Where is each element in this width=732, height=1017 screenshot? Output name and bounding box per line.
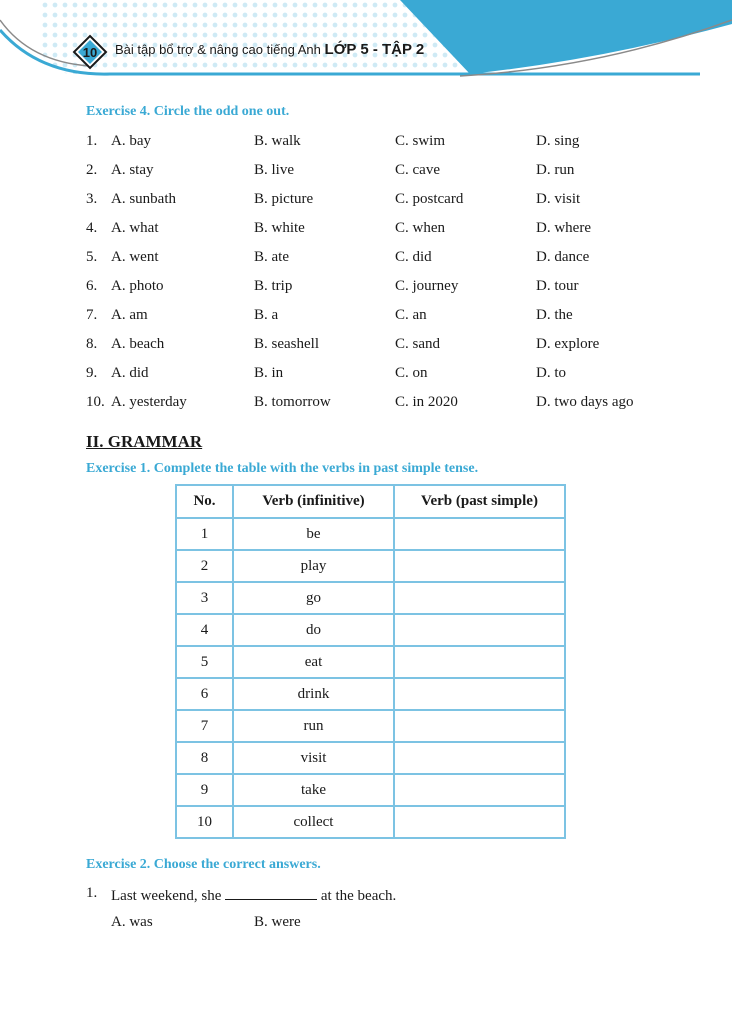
option-d[interactable]: D. run [536, 162, 575, 178]
option-d[interactable]: D. to [536, 365, 566, 381]
table-row [176, 582, 565, 614]
option-d[interactable]: D. two days ago [536, 394, 634, 410]
option-d[interactable]: D. where [536, 220, 591, 236]
cell-past-simple[interactable] [394, 550, 565, 582]
option-a[interactable]: A. sunbath [111, 191, 176, 207]
cell-infinitive: take [233, 774, 394, 806]
option-b[interactable]: B. were [254, 914, 301, 930]
table-row [176, 614, 565, 646]
option-a[interactable]: A. did [111, 365, 149, 381]
question-1-options [86, 914, 686, 936]
question-number: 10. [86, 394, 105, 410]
cell-past-simple[interactable] [394, 710, 565, 742]
table-row [176, 742, 565, 774]
option-a[interactable]: A. what [111, 220, 159, 236]
option-b[interactable]: B. tomorrow [254, 394, 331, 410]
cell-no: 6 [176, 678, 233, 710]
cell-no: 2 [176, 550, 233, 582]
table-row [176, 774, 565, 806]
question-row [86, 162, 686, 184]
cell-past-simple[interactable] [394, 742, 565, 774]
option-a[interactable]: A. beach [111, 336, 165, 352]
cell-past-simple[interactable] [394, 518, 565, 550]
option-a[interactable]: A. went [111, 249, 159, 265]
cell-past-simple[interactable] [394, 646, 565, 678]
question-number: 8. [86, 336, 98, 352]
option-a[interactable]: A. photo [111, 278, 164, 294]
question-row [86, 394, 686, 416]
table-row [176, 710, 565, 742]
option-b[interactable]: B. live [254, 162, 294, 178]
cell-infinitive: be [233, 518, 394, 550]
cell-no: 1 [176, 518, 233, 550]
table-row [176, 646, 565, 678]
option-c[interactable]: C. journey [395, 278, 459, 294]
question-number: 9. [86, 365, 98, 381]
question-row [86, 220, 686, 242]
book-title-prefix: Bài tập bổ trợ & nâng cao tiếng Anh [115, 42, 325, 57]
cell-infinitive: visit [233, 742, 394, 774]
option-a[interactable]: A. yesterday [111, 394, 187, 410]
question-number: 3. [86, 191, 98, 207]
cell-past-simple[interactable] [394, 678, 565, 710]
page-number: 10 [82, 44, 98, 60]
option-b[interactable]: B. white [254, 220, 305, 236]
option-c[interactable]: C. when [395, 220, 445, 236]
question-text [111, 885, 396, 905]
cell-past-simple[interactable] [394, 774, 565, 806]
cell-past-simple[interactable] [394, 582, 565, 614]
option-d[interactable]: D. explore [536, 336, 600, 352]
header-past-simple: Verb (past simple) [394, 485, 565, 518]
question-row [86, 191, 686, 213]
option-c[interactable]: C. cave [395, 162, 440, 178]
option-b[interactable]: B. picture [254, 191, 314, 207]
question-row [86, 249, 686, 271]
option-b[interactable]: B. seashell [254, 336, 319, 352]
cell-infinitive: eat [233, 646, 394, 678]
question-number: 7. [86, 307, 98, 323]
question-1 [86, 885, 686, 907]
option-c[interactable]: C. on [395, 365, 428, 381]
table-row [176, 518, 565, 550]
option-b[interactable]: B. ate [254, 249, 289, 265]
option-a[interactable]: A. stay [111, 162, 154, 178]
question-row [86, 278, 686, 300]
option-a[interactable]: A. am [111, 307, 148, 323]
cell-infinitive: run [233, 710, 394, 742]
option-d[interactable]: D. tour [536, 278, 579, 294]
question-text-after: at the beach. [320, 888, 397, 904]
section-title-grammar: II. GRAMMAR [86, 432, 203, 451]
header-no: No. [176, 485, 233, 518]
option-c[interactable]: C. an [395, 307, 427, 323]
book-title-grade: LỚP 5 - TẬP 2 [324, 41, 425, 58]
question-text-before: Last weekend, she [111, 888, 222, 904]
exercise4-title: Exercise 4. Circle the odd one out. [86, 104, 290, 119]
header-infinitive: Verb (infinitive) [233, 485, 394, 518]
exercise2-title: Exercise 2. Choose the correct answers. [86, 857, 321, 872]
question-row [86, 307, 686, 329]
option-b[interactable]: B. a [254, 307, 279, 323]
question-number: 1. [86, 133, 98, 149]
cell-no: 5 [176, 646, 233, 678]
cell-past-simple[interactable] [394, 614, 565, 646]
cell-infinitive: collect [233, 806, 394, 838]
question-number: 4. [86, 220, 98, 236]
exercise1-title: Exercise 1. Complete the table with the verbs in past simple tense. [86, 461, 479, 476]
table-row [176, 550, 565, 582]
option-b[interactable]: B. trip [254, 278, 293, 294]
cell-no: 4 [176, 614, 233, 646]
option-b[interactable]: B. walk [254, 133, 301, 149]
question-row [86, 336, 686, 358]
cell-no: 9 [176, 774, 233, 806]
option-a[interactable]: A. was [111, 914, 153, 930]
question-number: 1. [86, 885, 98, 901]
option-d[interactable]: D. visit [536, 191, 581, 207]
page-header [0, 0, 732, 100]
option-d[interactable]: D. sing [536, 133, 580, 149]
question-number: 2. [86, 162, 98, 178]
option-a[interactable]: A. bay [111, 133, 151, 149]
option-c[interactable]: C. sand [395, 336, 440, 352]
cell-infinitive: play [233, 550, 394, 582]
cell-no: 7 [176, 710, 233, 742]
option-c[interactable]: C. in 2020 [395, 394, 458, 410]
option-c[interactable]: C. postcard [395, 191, 464, 207]
option-d[interactable]: D. dance [536, 249, 590, 265]
option-c[interactable]: C. did [395, 249, 432, 265]
option-c[interactable]: C. swim [395, 133, 446, 149]
answer-blank[interactable] [225, 885, 317, 900]
cell-infinitive: do [233, 614, 394, 646]
option-d[interactable]: D. the [536, 307, 573, 323]
cell-infinitive: drink [233, 678, 394, 710]
table-header-row [176, 485, 565, 518]
cell-no: 10 [176, 806, 233, 838]
cell-no: 8 [176, 742, 233, 774]
cell-past-simple[interactable] [394, 806, 565, 838]
question-number: 6. [86, 278, 98, 294]
book-title [115, 41, 424, 58]
cell-no: 3 [176, 582, 233, 614]
table-row [176, 678, 565, 710]
option-b[interactable]: B. in [254, 365, 284, 381]
question-row [86, 365, 686, 387]
table-row [176, 806, 565, 838]
question-row [86, 133, 686, 155]
question-number: 5. [86, 249, 98, 265]
cell-infinitive: go [233, 582, 394, 614]
verbs-table [175, 484, 566, 839]
